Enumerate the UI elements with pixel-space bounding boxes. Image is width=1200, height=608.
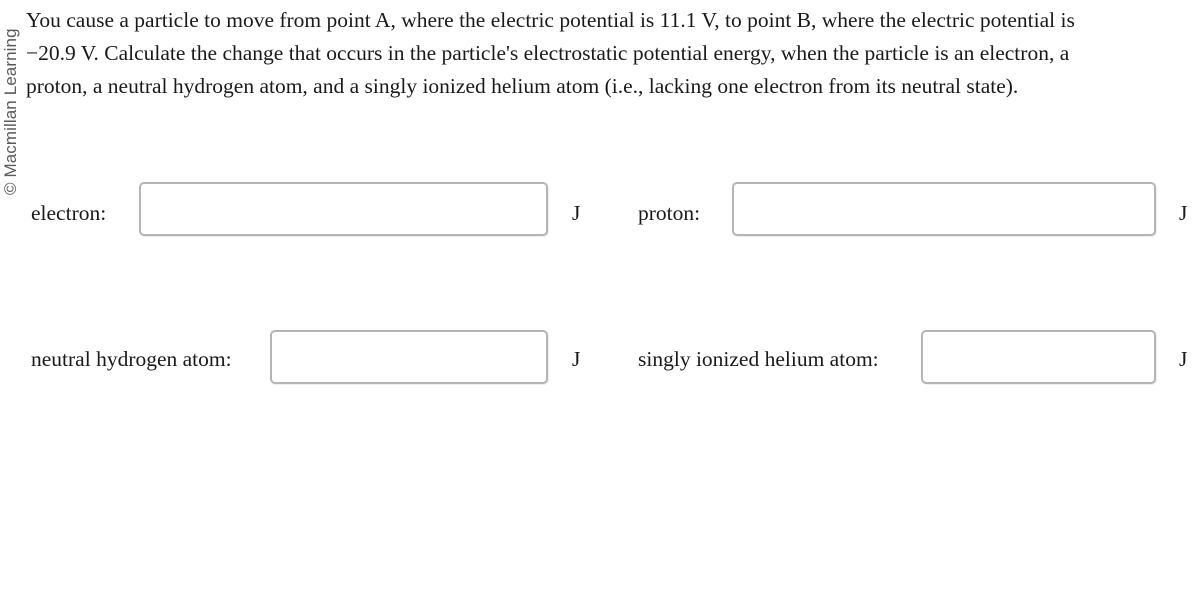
- electron-label: electron:: [31, 201, 107, 225]
- electron-answer-input[interactable]: [139, 182, 548, 236]
- proton-unit: J: [1179, 201, 1188, 225]
- proton-answer-input[interactable]: [732, 182, 1156, 236]
- hydrogen-answer-input[interactable]: [270, 330, 548, 384]
- question-line: proton, a neutral hydrogen atom, and a singly ionized helium atom (i.e., lacking one electron from its neutral state).: [26, 74, 1019, 98]
- question-line: You cause a particle to move from point A, where the electric potential is 11.1 V, to point B, where the electric potential is: [26, 8, 1075, 32]
- copyright-watermark: [0, 0, 22, 195]
- watermark-text: © Macmillan Learning: [1, 28, 20, 195]
- helium-answer-input[interactable]: [921, 330, 1156, 384]
- question-text: [26, 4, 1186, 103]
- hydrogen-label: neutral hydrogen atom:: [31, 347, 232, 371]
- question-line: −20.9 V. Calculate the change that occurs in the particle's electrostatic potential energy, when the particle is an electron, a: [26, 41, 1070, 65]
- electron-unit: J: [572, 201, 581, 225]
- helium-unit: J: [1179, 347, 1188, 371]
- helium-label: singly ionized helium atom:: [638, 347, 879, 371]
- proton-label: proton:: [638, 201, 701, 225]
- hydrogen-unit: J: [572, 347, 581, 371]
